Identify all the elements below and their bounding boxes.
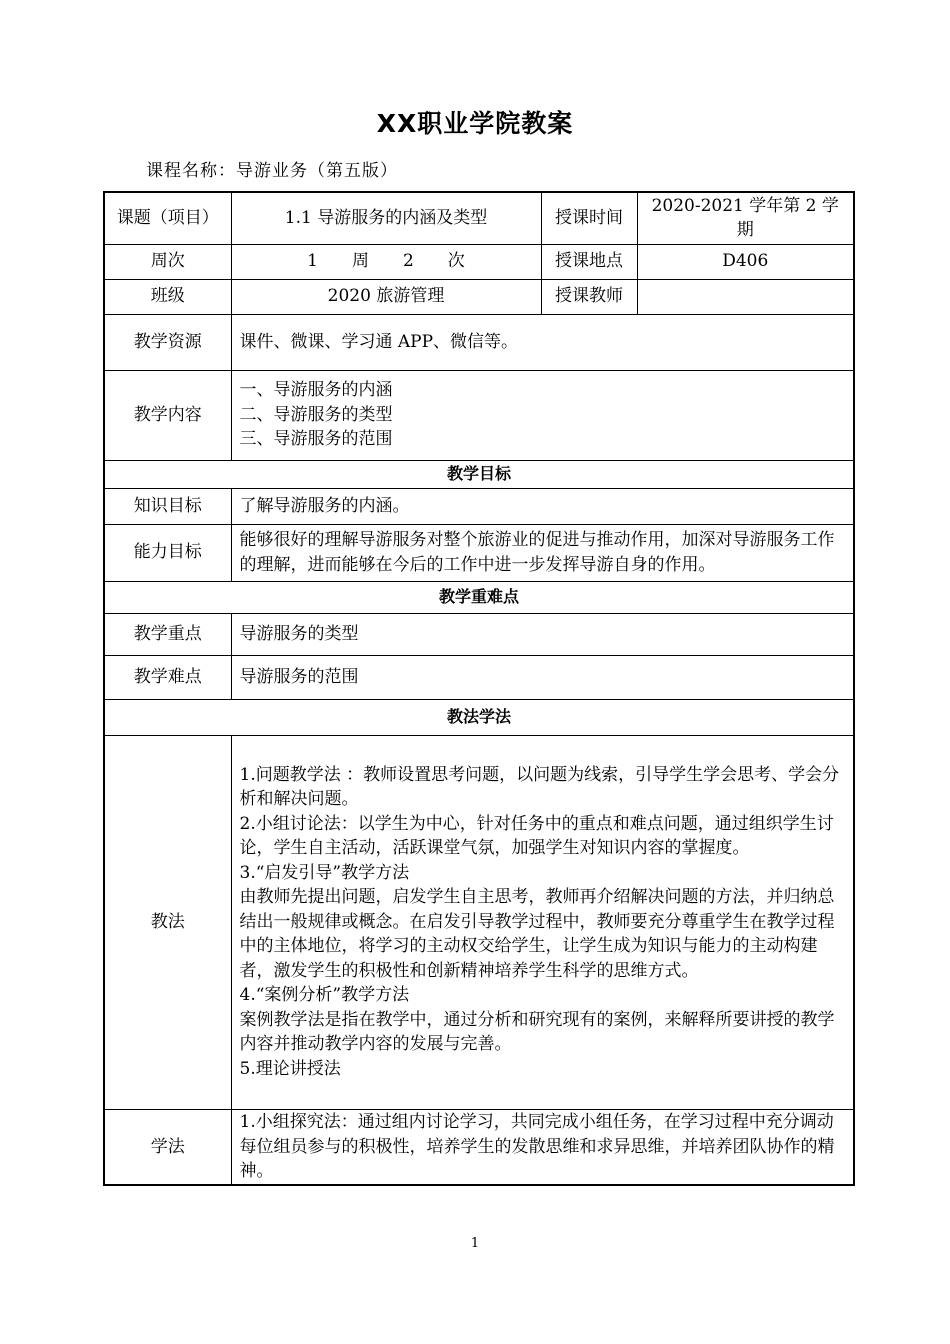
content-item: 二、导游服务的类型	[239, 404, 393, 425]
ability-value: 能够很好的理解导游服务对整个旅游业的促进与推动作用，加深对导游服务工作的理解，进而能够在今后的工作中进一步发挥导游自身的作用。	[231, 524, 854, 581]
teaching-line: 3.“启发引导”教学方法	[239, 862, 410, 883]
place-value: D406	[637, 244, 854, 279]
document-title: XX职业学院教案	[376, 109, 574, 138]
row-goals-header	[104, 460, 854, 488]
row-week	[104, 244, 854, 279]
week-label: 周次	[104, 244, 231, 279]
content-value	[231, 370, 854, 460]
learning-line: 1.小组探究法：通过组内讨论学习，共同完成小组任务，在学习过程中充分调动每位组员参与的积极性，培养学生的发散思维和求异思维，并培养团队协作的精神。	[239, 1112, 835, 1181]
focus-label: 教学重点	[104, 613, 231, 655]
resource-label: 教学资源	[104, 314, 231, 370]
teacher-value	[637, 279, 854, 314]
row-topic	[104, 192, 854, 244]
teaching-line: 1.问题教学法 ：教师设置思考问题，以问题为线索，引导学生学会思考、学会分析和解决问题。	[239, 764, 840, 810]
difficulty-value: 导游服务的范围	[231, 655, 854, 699]
teaching-line: 5.理论讲授法	[239, 1058, 341, 1079]
row-difficulty	[104, 655, 854, 699]
topic-label: 课题（项目）	[104, 192, 231, 244]
row-focus	[104, 613, 854, 655]
time-label: 授课时间	[541, 192, 637, 244]
teaching-line: 案例教学法是指在教学中，通过分析和研究现有的案例，来解释所要讲授的教学内容并推动教学内容的发展与完善。	[239, 1009, 835, 1055]
row-class	[104, 279, 854, 314]
content-item: 三、导游服务的范围	[239, 429, 393, 450]
row-ability	[104, 524, 854, 581]
difficulty-label: 教学难点	[104, 655, 231, 699]
learning-value	[231, 1109, 854, 1185]
resource-value: 课件、微课、学习通 APP、微信等。	[231, 314, 854, 370]
teaching-label: 教法	[104, 735, 231, 1109]
teaching-value	[231, 735, 854, 1109]
teaching-line: 2.小组讨论法：以学生为中心，针对任务中的重点和难点问题，通过组织学生讨论，学生自主活动，活跃课堂气氛，加强学生对知识内容的掌握度。	[239, 813, 834, 859]
place-label: 授课地点	[541, 244, 637, 279]
knowledge-value: 了解导游服务的内涵。	[231, 488, 854, 524]
row-key-header	[104, 581, 854, 613]
teaching-line: 由教师先提出问题，启发学生自主思考，教师再介绍解决问题的方法，并归纳总结出一般规律或概念。在启发引导教学过程中，教师要充分尊重学生在教学过程中的主体地位，将学习的主动权交给学生，让学生成为知识与能力的主动构建者，激发学生的积极性和创新精神培养学生科学的思维方式。	[239, 887, 835, 981]
week-value: 1 周 2 次	[231, 244, 541, 279]
focus-value: 导游服务的类型	[231, 613, 854, 655]
page-number: 1	[470, 1236, 480, 1251]
course-name: 课程名称：导游业务（第五版）	[146, 161, 398, 181]
teaching-line: 4.“案例分析”教学方法	[239, 985, 410, 1006]
row-resource	[104, 314, 854, 370]
methods-header: 教法学法	[104, 699, 854, 735]
teacher-label: 授课教师	[541, 279, 637, 314]
lesson-plan-table	[103, 191, 855, 1186]
row-content	[104, 370, 854, 460]
time-value: 2020-2021 学年第 2 学期	[637, 192, 854, 244]
class-label: 班级	[104, 279, 231, 314]
ability-label: 能力目标	[104, 524, 231, 581]
row-teaching	[104, 735, 854, 1109]
row-learning	[104, 1109, 854, 1185]
class-value: 2020 旅游管理	[231, 279, 541, 314]
key-points-header: 教学重难点	[104, 581, 854, 613]
row-methods-header	[104, 699, 854, 735]
learning-label: 学法	[104, 1109, 231, 1185]
content-label: 教学内容	[104, 370, 231, 460]
row-knowledge	[104, 488, 854, 524]
topic-value: 1.1 导游服务的内涵及类型	[231, 192, 541, 244]
goals-header: 教学目标	[104, 460, 854, 488]
content-item: 一、导游服务的内涵	[239, 380, 393, 401]
knowledge-label: 知识目标	[104, 488, 231, 524]
